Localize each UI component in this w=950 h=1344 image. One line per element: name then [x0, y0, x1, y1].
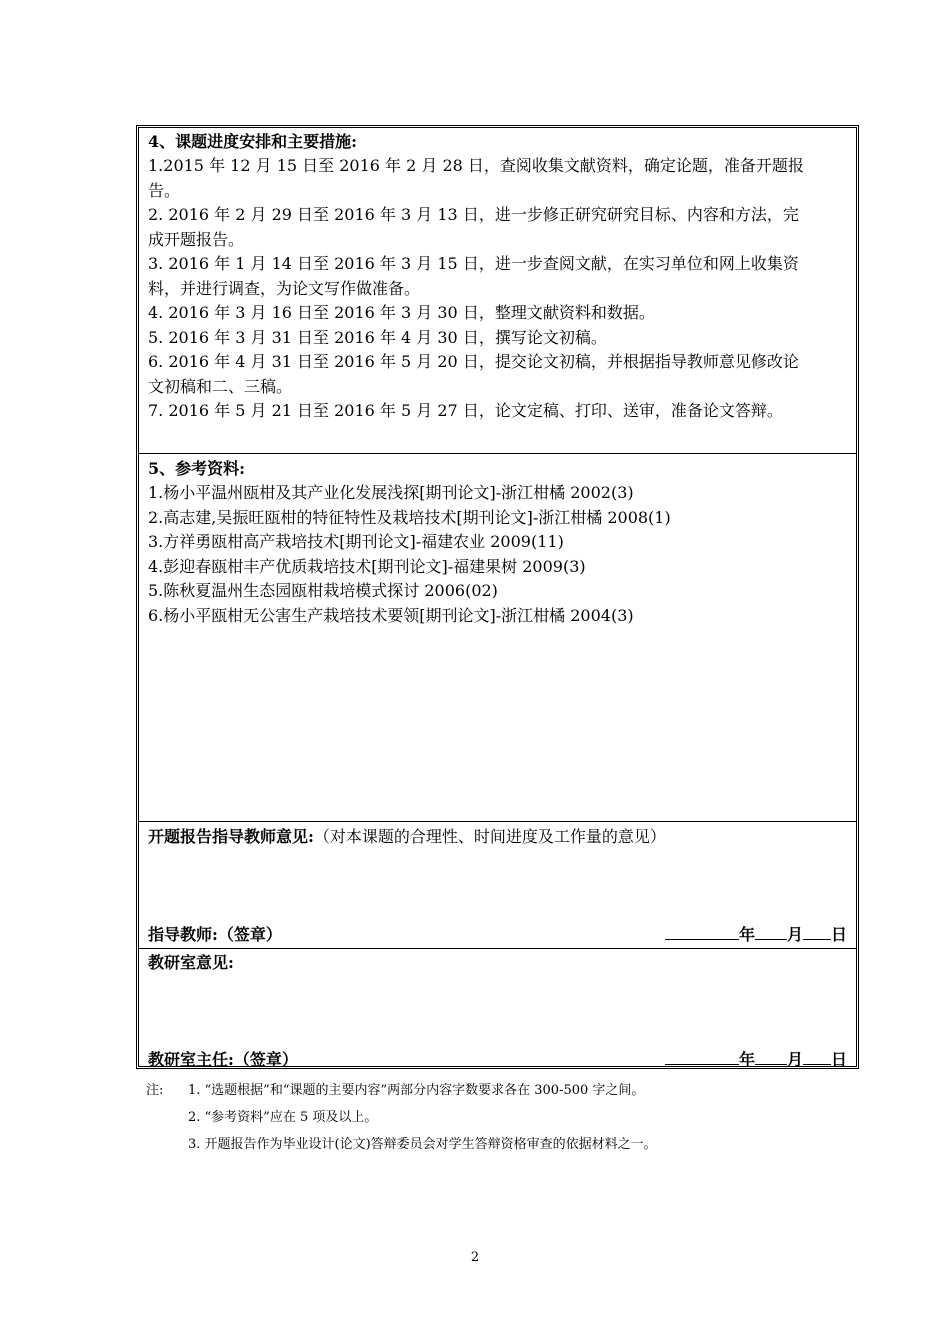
- month-blank[interactable]: [755, 1048, 787, 1065]
- year-label: 年: [738, 1050, 755, 1069]
- report-form-table: [136, 125, 859, 1069]
- month-label: 月: [786, 1050, 803, 1069]
- month-blank[interactable]: [755, 923, 787, 940]
- reference-item: 3.方祥勇瓯柑高产栽培技术[期刊论文]-福建农业 2009(11): [148, 532, 564, 551]
- schedule-section: [139, 130, 856, 424]
- section-divider: [139, 821, 856, 822]
- reference-item: 2.高志建,吴振旺瓯柑的特征特性及栽培技术[期刊论文]-浙江柑橘 2008(1): [148, 507, 671, 527]
- department-opinion-section: [139, 951, 856, 975]
- schedule-heading: 4、课题进度安排和主要措施:: [148, 132, 358, 151]
- references-section: [139, 457, 856, 628]
- note-item: 3. 开题报告作为毕业设计(论文)答辩委员会对学生答辩资格审查的依据材料之一。: [188, 1137, 657, 1152]
- schedule-line: 3. 2016 年 1 月 14 日至 2016 年 3 月 15 日，进一步查阅文献，在实习单位和网上收集资: [148, 254, 799, 273]
- department-opinion-heading: 教研室意见:: [148, 953, 234, 972]
- schedule-line: 料，并进行调查，为论文写作做准备。: [148, 278, 421, 298]
- schedule-line: 文初稿和二、三稿。: [148, 376, 293, 396]
- reference-item: 5.陈秋夏温州生态园瓯柑栽培模式探讨 2006(02): [148, 581, 498, 600]
- department-sign-row: [148, 1048, 847, 1072]
- day-blank[interactable]: [803, 923, 831, 940]
- references-heading: 5、参考资料:: [148, 459, 246, 478]
- year-label: 年: [738, 925, 755, 944]
- reference-item: 1.杨小平温州瓯柑及其产业化发展浅探[期刊论文]-浙江柑橘 2002(3): [148, 483, 634, 502]
- advisor-sign-label: 指导教师:（签章）: [148, 925, 282, 944]
- schedule-line: 2. 2016 年 2 月 29 日至 2016 年 3 月 13 日，进一步修正研究研究目标、内容和方法，完: [148, 205, 799, 224]
- day-label: 日: [830, 1050, 847, 1069]
- department-sign-label: 教研室主任:（签章）: [148, 1050, 298, 1069]
- department-date: [665, 1048, 847, 1072]
- section-divider: [139, 453, 856, 454]
- month-label: 月: [786, 925, 803, 944]
- notes-prefix: 注:: [146, 1083, 164, 1098]
- schedule-line: 5. 2016 年 3 月 31 日至 2016 年 4 月 30 日，撰写论文初稿。: [148, 327, 607, 347]
- schedule-line: 4. 2016 年 3 月 16 日至 2016 年 3 月 30 日，整理文献资料和数据。: [148, 303, 655, 322]
- section-divider: [139, 948, 856, 949]
- reference-item: 4.彭迎春瓯柑丰产优质栽培技术[期刊论文]-福建果树 2009(3): [148, 556, 586, 576]
- page-number: 2: [470, 1250, 480, 1265]
- schedule-line: 1.2015 年 12 月 15 日至 2016 年 2 月 28 日，查阅收集文献资料，确定论题，准备开题报: [148, 156, 804, 175]
- note-item: 2. “参考资料”应在 5 项及以上。: [188, 1110, 378, 1125]
- year-blank[interactable]: [665, 1048, 739, 1065]
- schedule-line: 6. 2016 年 4 月 31 日至 2016 年 5 月 20 日，提交论文初稿，并根据指导教师意见修改论: [148, 352, 799, 371]
- footnotes: [146, 1077, 657, 1158]
- schedule-line: 7. 2016 年 5 月 21 日至 2016 年 5 月 27 日，论文定稿、打印、送审，准备论文答辩。: [148, 401, 783, 420]
- reference-item: 6.杨小平瓯柑无公害生产栽培技术要领[期刊论文]-浙江柑橘 2004(3): [148, 605, 634, 625]
- advisor-opinion-section: [139, 825, 856, 849]
- note-item: 1. “选题根据”和“课题的主要内容”两部分内容字数要求各在 300-500 字之间。: [188, 1083, 645, 1098]
- schedule-line: 告。: [148, 180, 181, 200]
- advisor-opinion-hint: （对本课题的合理性、时间进度及工作量的意见）: [313, 827, 666, 846]
- advisor-date: [665, 923, 847, 947]
- advisor-sign-row: [148, 923, 847, 947]
- day-label: 日: [830, 925, 847, 944]
- schedule-line: 成开题报告。: [148, 229, 245, 249]
- year-blank[interactable]: [665, 923, 739, 940]
- advisor-opinion-heading: 开题报告指导教师意见:: [148, 827, 314, 846]
- day-blank[interactable]: [803, 1048, 831, 1065]
